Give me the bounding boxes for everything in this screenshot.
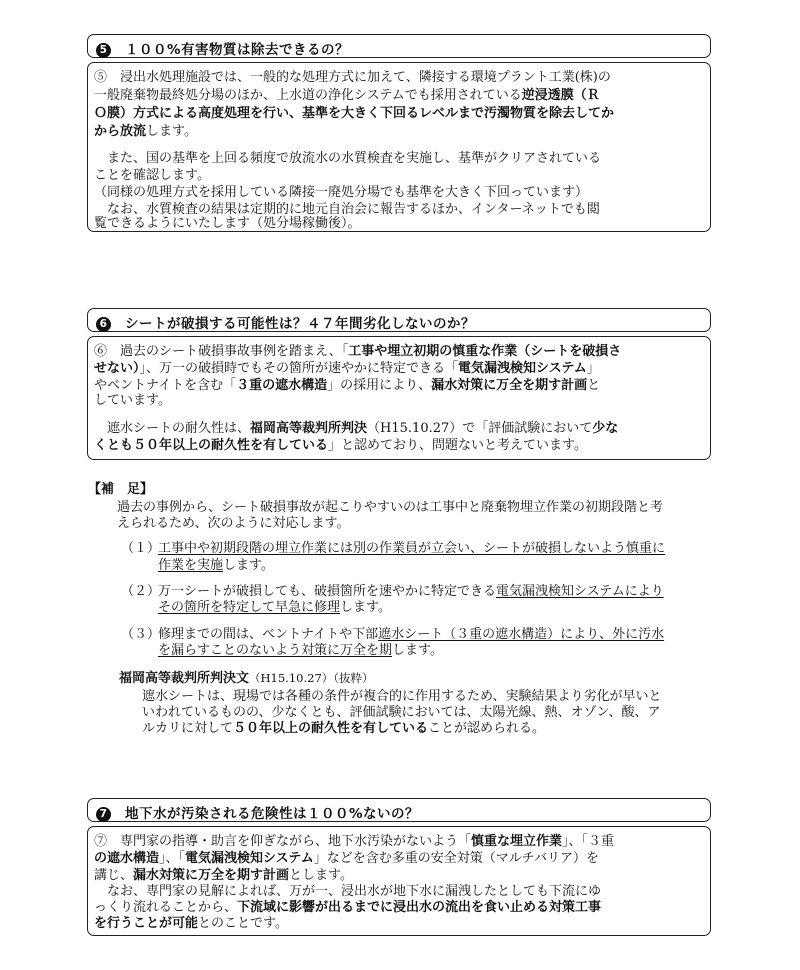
answer-7-box (87, 826, 711, 936)
answer-7-line: っくり流れることから、下流域に影響が出るまでに浸出水の流出を食い止める対策工事 (94, 900, 602, 915)
supplement-heading: 【補 足】 (88, 482, 154, 497)
court-ruling-line: いわれているものの、少なくとも、評価試験においては、太陽光線、熱、オゾン、酸、ア (142, 705, 661, 720)
answer-5-line: 覧できるようにいたします（処分場稼働後）。 (94, 216, 361, 231)
answer-5-line: Ｏ膜）方式による高度処理を行い、基準を大きく下回るレベルまで汚濁物質を除去してか (94, 106, 615, 121)
supplement-item-2: 万一シートが破損しても、破損箇所を速やかに特定できる電気漏洩検知システムにより (158, 584, 664, 599)
number-badge-6: 6 (96, 317, 111, 332)
answer-5-line: ⑤ 浸出水処理施設では、一般的な処理方式に加えて、隣接する環境プラント工業(株)の (94, 70, 611, 85)
question-5-title: 5 １００%有害物質は除去できるの？ (96, 38, 349, 58)
answer-7-line: の遮水構造」、「電気漏洩検知システム」などを含む多重の安全対策（マルチバリア）を (94, 851, 599, 866)
supplement-item-3-label: （３） (121, 627, 161, 642)
number-badge-5: 5 (96, 43, 111, 58)
answer-5-line: ことを確認します。 (94, 168, 210, 183)
question-7-title: 7 地下水が汚染される危険性は１００%ないの？ (96, 802, 419, 822)
answer-5-line: （同様の処理方式を採用している隣接一廃処分場でも基準を大きく下回っています） (94, 185, 589, 200)
supplement-item-3: 修理までの間は、ベントナイトや下部遮水シート（３重の遮水構造）により、外に汚水 (158, 627, 665, 642)
court-ruling-line: ルカリに対して５０年以上の耐久性を有していることが認められる。 (142, 721, 546, 736)
supplement-item-2-label: （２） (121, 584, 161, 599)
court-ruling-title: 福岡高等裁判所判決文（H15.10.27）（抜粋） (119, 671, 374, 686)
supplement-intro: 過去の事例から、シート破損事故が起こりやすいのは工事中と廃棄物埋立作業の初期段階と考 (117, 500, 664, 515)
supplement-item-3: を漏らすことのないよう対策に万全を期します。 (158, 643, 443, 658)
question-5-box (87, 34, 711, 58)
answer-7-line: なお、専門家の見解によれば、万が一、浸出水が地下水に漏洩したとしても下流にゆ (94, 884, 602, 899)
supplement-item-1-label: （１） (121, 541, 161, 556)
answer-7-line: ⑦ 専門家の指導・助言を仰ぎながら、地下水汚染がないよう「慎重な埋立作業」、「３重 (94, 834, 615, 849)
answer-6-line: くとも５０年以上の耐久性を有している」と認めており、問題ないと考えています。 (94, 438, 587, 453)
question-7-box (87, 798, 711, 822)
question-6-title: 6 シートが破損する可能性は？４７年間劣化しないのか？ (96, 312, 475, 332)
answer-7-line: を行うことが可能とのことです。 (94, 916, 288, 931)
court-ruling-line: 遮水シートは、現場では各種の条件が複合的に作用するため、実験結果より劣化が早いと (142, 689, 662, 704)
answer-5-box (87, 62, 711, 232)
number-badge-7: 7 (96, 807, 111, 822)
answer-5-line: から放流します。 (94, 124, 197, 139)
answer-6-line: せない）」、万一の破損時でもその箇所が速やかに特定できる「電気漏洩検知システム」 (94, 361, 600, 376)
answer-6-line: ⑥ 過去のシート破損事故事例を踏まえ、「工事や埋立初期の慎重な作業（シートを破損さ (94, 344, 622, 359)
supplement-intro: えられるため、次のように対応します。 (117, 516, 350, 531)
answer-6-line: しています。 (94, 393, 171, 408)
answer-5-line: 一般廃棄物最終処分場のほか、上水道の浄化システムでも採用されている逆浸透膜（Ｒ (94, 88, 600, 103)
answer-6-box (87, 336, 711, 460)
supplement-item-1: 工事中や初期段階の埋立作業には別の作業員が立会い、シートが破損しないよう慎重に (158, 541, 666, 556)
answer-5-line: なお、水質検査の結果は定期的に地元自治会に報告するほか、インターネットでも閲 (94, 202, 600, 217)
answer-5-line: また、国の基準を上回る頻度で放流水の水質検査を実施し、基準がクリアされている (94, 151, 602, 166)
answer-6-line: やベントナイトを含む「３重の遮水構造」の採用により、漏水対策に万全を期す計画と (94, 378, 601, 393)
answer-6-line: 遮水シートの耐久性は、福岡高等裁判所判決（H15.10.27）で「評価試験において少な (94, 421, 619, 436)
supplement-item-2: その箇所を特定して早急に修理します。 (158, 600, 391, 615)
answer-7-line: 講じ、漏水対策に万全を期す計画とします。 (94, 868, 353, 883)
question-6-box (87, 308, 711, 332)
supplement-item-1: 作業を実施します。 (158, 558, 274, 573)
